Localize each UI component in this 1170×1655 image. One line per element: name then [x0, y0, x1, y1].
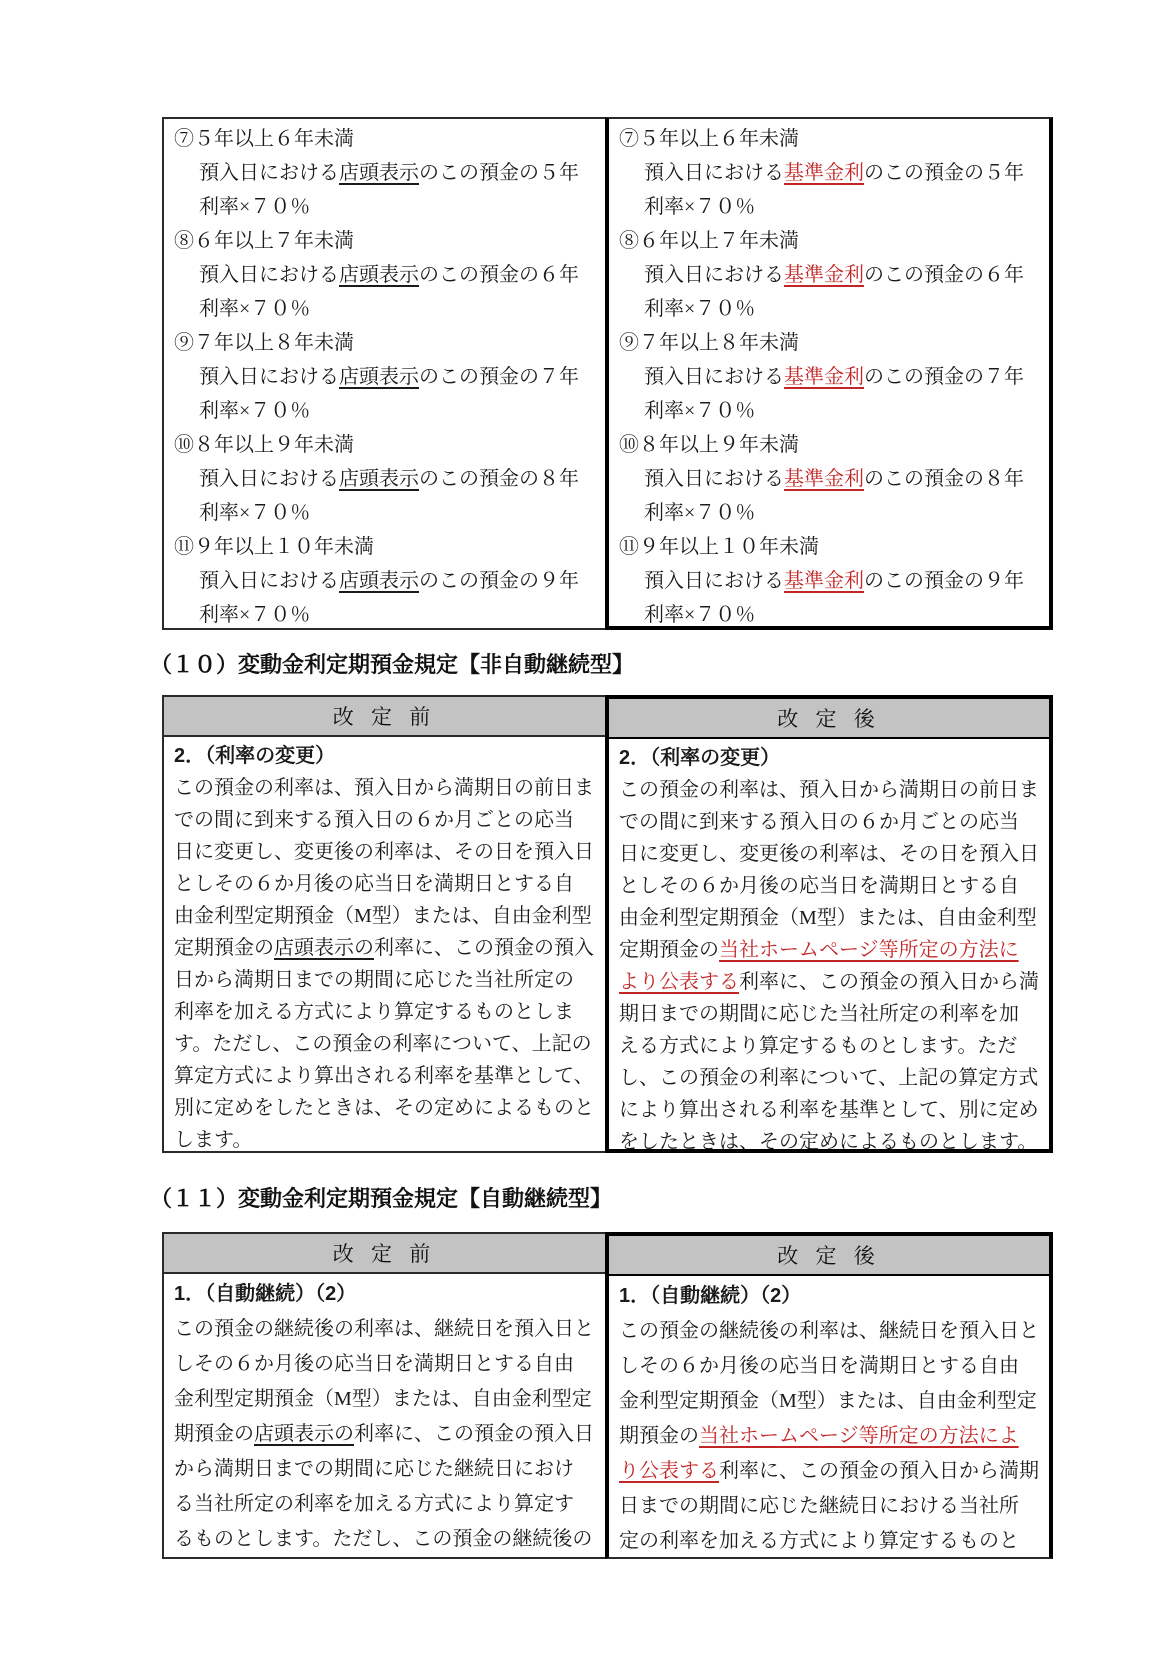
text-segment: 金利型定期預金（M型）または、自由金利型定 [174, 1388, 592, 1410]
text-line [619, 1279, 1041, 1314]
text-line [174, 564, 597, 598]
text-segment: 算定方式により算出される利率を基準として、 [174, 1065, 594, 1087]
revised-text: 基準金利 [784, 570, 864, 592]
text-segment: ⑧６年以上７年未満 [619, 230, 799, 252]
text-line [619, 934, 1041, 966]
text-segment: 金利型定期預金（M型）または、自由金利型定 [619, 1390, 1037, 1412]
text-segment: 利率に、この預金の預入日 [354, 1423, 594, 1445]
text-segment: のこの預金の６年 [419, 264, 579, 286]
text-line [174, 326, 597, 360]
text-segment: 利率に、この預金の預入日から満期 [719, 1460, 1039, 1482]
text-line [174, 1452, 597, 1487]
clause-title: 1．（自動継続）（2） [619, 1285, 802, 1307]
text-segment: 利率×７０％ [644, 196, 756, 218]
text-segment: をしたときは、その定めによるものとします。 [619, 1131, 1038, 1149]
clause-title: 2．（利率の変更） [619, 747, 781, 769]
text-segment: のこの預金の５年 [864, 162, 1024, 184]
text-line [619, 224, 1041, 258]
text-segment: る当社所定の利率を加える方式により算定す [174, 1493, 574, 1515]
text-line [174, 1487, 597, 1522]
text-line [619, 292, 1041, 326]
text-line [619, 258, 1041, 292]
text-segment: 日までの期間に応じた継続日における当社所 [619, 1495, 1019, 1517]
before-column-body [164, 737, 605, 1151]
text-line [174, 1092, 597, 1124]
text-line [174, 868, 597, 900]
text-segment: での間に到来する預入日の６か月ごとの応当 [619, 811, 1019, 833]
text-line [619, 998, 1041, 1030]
text-segment: す。ただし、この預金の利率について、上記の [174, 1033, 592, 1055]
text-segment: 利率に、この預金の預入 [374, 937, 594, 959]
after-column-body [609, 739, 1049, 1149]
text-line [174, 1277, 597, 1312]
text-line [174, 1124, 597, 1151]
text-line [174, 462, 597, 496]
text-line [619, 870, 1041, 902]
text-segment: るものとします。ただし、この預金の継続後の [174, 1528, 593, 1550]
text-segment: 期日までの期間に応じた当社所定の利率を加 [619, 1003, 1019, 1025]
text-line [619, 1126, 1041, 1149]
text-line [619, 966, 1041, 998]
revision-before-header: 改 定 前 [164, 697, 605, 737]
before-column-body [164, 1274, 605, 1557]
text-segment: から満期日までの期間に応じた継続日におけ [174, 1458, 574, 1480]
underlined-text: 店頭表示 [339, 366, 419, 388]
text-segment: 由金利型定期預金（M型）または、自由金利型 [619, 907, 1037, 929]
text-segment: 定の利率を加える方式により算定するものと [619, 1530, 1019, 1552]
text-segment: この預金の継続後の利率は、継続日を預入日と [619, 1320, 1039, 1342]
text-segment: 日に変更し、変更後の利率は、その日を預入日 [174, 841, 594, 863]
text-line [619, 838, 1041, 870]
text-segment: 定期預金の [174, 937, 274, 959]
text-segment: のこの預金の７年 [864, 366, 1024, 388]
revised-text: 当社ホームページ等所定の方法に [719, 939, 1019, 961]
underlined-text: 店頭表示の [274, 937, 374, 959]
text-segment: この預金の利率は、預入日から満期日の前日ま [619, 779, 1039, 801]
underlined-text: 店頭表示の [254, 1423, 354, 1445]
text-line [619, 530, 1041, 564]
section-10-heading: （１０）変動金利定期預金規定【非自動継続型】 [150, 652, 635, 677]
text-segment: のこの預金の５年 [419, 162, 579, 184]
text-line [619, 190, 1041, 224]
text-line [174, 1522, 597, 1557]
revised-text: 当社ホームページ等所定の方法によ [699, 1425, 1019, 1447]
text-line [174, 190, 597, 224]
continuation-table [162, 117, 1053, 630]
text-segment: 利率に、この預金の預入日から満 [739, 971, 1039, 993]
text-segment: により算出される利率を基準として、別に定め [619, 1099, 1039, 1121]
revision-after-header: 改 定 後 [609, 1236, 1049, 1276]
text-segment: 預入日における [644, 264, 784, 286]
text-segment: 預入日における [199, 468, 339, 490]
text-segment: のこの預金の７年 [419, 366, 579, 388]
text-segment: 利率×７０％ [644, 604, 756, 626]
text-segment: ⑨７年以上８年未満 [619, 332, 799, 354]
text-line [174, 1347, 597, 1382]
revision-after-header: 改 定 後 [609, 699, 1049, 739]
text-segment: しその６か月後の応当日を満期日とする自由 [174, 1353, 574, 1375]
underlined-text: 店頭表示 [339, 468, 419, 490]
underlined-text: 店頭表示 [339, 162, 419, 184]
text-segment: ⑦５年以上６年未満 [619, 128, 799, 150]
text-line [174, 360, 597, 394]
text-segment: 利率を加える方式により算定するものとしま [174, 1001, 574, 1023]
clause-title: 1．（自動継続）（2） [174, 1283, 357, 1305]
text-segment: ⑨７年以上８年未満 [174, 332, 354, 354]
text-segment: 預入日における [644, 468, 784, 490]
text-segment: としその６か月後の応当日を満期日とする自 [174, 873, 574, 895]
text-segment: のこの預金の８年 [419, 468, 579, 490]
text-segment: 預入日における [644, 570, 784, 592]
text-line [619, 1062, 1041, 1094]
text-line [174, 394, 597, 428]
text-segment: 期預金の [174, 1423, 254, 1445]
text-segment: 預入日における [199, 366, 339, 388]
text-line [174, 598, 597, 628]
text-segment: 預入日における [199, 570, 339, 592]
text-segment: ⑪９年以上１０年未満 [619, 536, 819, 558]
revised-text: 基準金利 [784, 468, 864, 490]
text-segment: のこの預金の８年 [864, 468, 1024, 490]
before-column [162, 1232, 605, 1559]
text-line [619, 1094, 1041, 1126]
text-line [619, 1349, 1041, 1384]
text-segment: しその６か月後の応当日を満期日とする自由 [619, 1355, 1019, 1377]
text-segment: この預金の継続後の利率は、継続日を預入日と [174, 1318, 594, 1340]
text-segment: での間に到来する預入日の６か月ごとの応当 [174, 809, 574, 831]
text-line [619, 1489, 1041, 1524]
before-column-body [164, 119, 605, 628]
text-line [619, 326, 1041, 360]
text-line [174, 428, 597, 462]
text-segment: ⑦５年以上６年未満 [174, 128, 354, 150]
text-segment: のこの預金の９年 [864, 570, 1024, 592]
text-segment: ⑩８年以上９年未満 [619, 434, 799, 456]
text-line [174, 804, 597, 836]
text-segment: 由金利型定期預金（M型）または、自由金利型 [174, 905, 592, 927]
after-column [605, 117, 1053, 630]
text-segment: 定期預金の [619, 939, 719, 961]
text-line [174, 292, 597, 326]
revision-before-header: 改 定 前 [164, 1234, 605, 1274]
section-11-heading: （１１）変動金利定期預金規定【自動継続型】 [150, 1186, 613, 1211]
text-segment: 利率×７０％ [199, 196, 311, 218]
before-column [162, 695, 605, 1153]
text-segment: のこの預金の９年 [419, 570, 579, 592]
text-segment: 期預金の [619, 1425, 699, 1447]
text-line [174, 122, 597, 156]
text-segment: 利率×７０％ [199, 298, 311, 320]
text-segment: します。 [174, 1129, 253, 1151]
text-segment: 利率×７０％ [199, 400, 311, 422]
revised-text: 基準金利 [784, 264, 864, 286]
text-segment: 利率×７０％ [644, 400, 756, 422]
revision-table-10 [162, 695, 1053, 1153]
text-line [619, 122, 1041, 156]
text-line [174, 964, 597, 996]
text-segment: 利率×７０％ [199, 604, 311, 626]
text-segment: ⑧６年以上７年未満 [174, 230, 354, 252]
text-line [619, 1030, 1041, 1062]
after-column-body [609, 119, 1049, 626]
text-line [174, 996, 597, 1028]
text-line [619, 1314, 1041, 1349]
text-segment: のこの預金の６年 [864, 264, 1024, 286]
text-line [174, 1060, 597, 1092]
text-segment: 日に変更し、変更後の利率は、その日を預入日 [619, 843, 1039, 865]
text-segment: 預入日における [644, 162, 784, 184]
text-line [619, 564, 1041, 598]
text-line [174, 932, 597, 964]
revised-text: 基準金利 [784, 366, 864, 388]
text-line [174, 530, 597, 564]
text-line [619, 428, 1041, 462]
text-line [619, 1524, 1041, 1557]
text-line [174, 156, 597, 190]
text-segment: 預入日における [199, 264, 339, 286]
text-segment: 利率×７０％ [199, 502, 311, 524]
revised-text: 基準金利 [784, 162, 864, 184]
revised-text: り公表する [619, 1460, 719, 1482]
text-line [174, 496, 597, 530]
text-line [619, 1419, 1041, 1454]
after-column-body [609, 1276, 1049, 1557]
text-line [619, 902, 1041, 934]
text-line [619, 394, 1041, 428]
text-segment: 日から満期日までの期間に応じた当社所定の [174, 969, 574, 991]
revision-table-11 [162, 1232, 1053, 1559]
text-segment: える方式により算定するものとします。ただ [619, 1035, 1018, 1057]
text-line [174, 224, 597, 258]
text-line [619, 1384, 1041, 1419]
before-column [162, 117, 605, 630]
text-line [619, 598, 1041, 626]
text-line [619, 1454, 1041, 1489]
text-segment: ⑩８年以上９年未満 [174, 434, 354, 456]
revised-text: より公表する [619, 971, 739, 993]
text-segment: 預入日における [644, 366, 784, 388]
text-line [619, 774, 1041, 806]
text-line [174, 258, 597, 292]
text-line [174, 1312, 597, 1347]
text-segment: 預入日における [199, 162, 339, 184]
text-segment: としその６か月後の応当日を満期日とする自 [619, 875, 1019, 897]
text-line [619, 462, 1041, 496]
text-line [619, 156, 1041, 190]
text-segment: し、この預金の利率について、上記の算定方式 [619, 1067, 1039, 1089]
text-line [174, 836, 597, 868]
text-segment: 別に定めをしたときは、その定めによるものと [174, 1097, 594, 1119]
text-segment: この預金の利率は、預入日から満期日の前日ま [174, 777, 594, 799]
underlined-text: 店頭表示 [339, 264, 419, 286]
text-line [174, 1028, 597, 1060]
text-segment: 利率×７０％ [644, 502, 756, 524]
text-line [619, 496, 1041, 530]
text-segment: 利率×７０％ [644, 298, 756, 320]
text-segment: ⑪９年以上１０年未満 [174, 536, 374, 558]
text-line [619, 360, 1041, 394]
text-line [619, 742, 1041, 774]
underlined-text: 店頭表示 [339, 570, 419, 592]
text-line [174, 740, 597, 772]
text-line [619, 806, 1041, 838]
text-line [174, 900, 597, 932]
after-column [605, 695, 1053, 1153]
text-line [174, 1417, 597, 1452]
clause-title: 2．（利率の変更） [174, 745, 336, 767]
text-line [174, 1382, 597, 1417]
text-line [174, 772, 597, 804]
after-column [605, 1232, 1053, 1559]
